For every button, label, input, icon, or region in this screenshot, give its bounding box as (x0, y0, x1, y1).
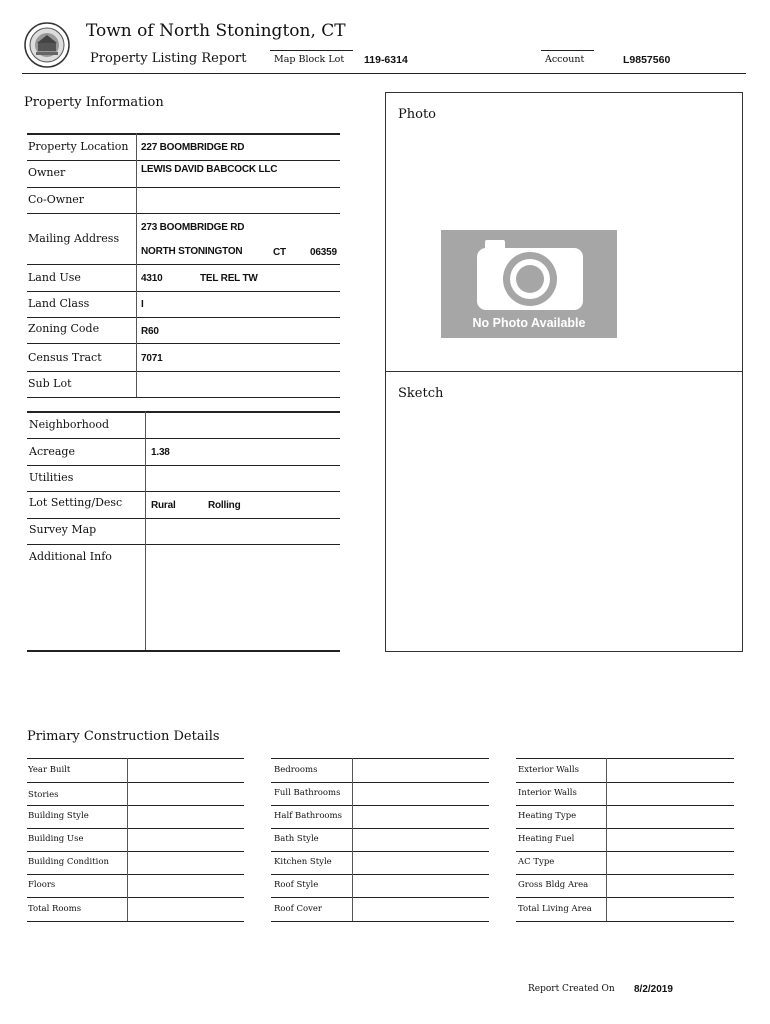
mailing-address-label: Mailing Address (28, 232, 120, 245)
land-use-code: 4310 (141, 273, 163, 284)
row-line (27, 343, 340, 344)
utilities-label: Utilities (29, 471, 74, 484)
header-divider (22, 73, 746, 74)
bath-style-label: Bath Style (274, 834, 319, 844)
floors-label: Floors (28, 880, 56, 890)
zoning-code-value: R60 (141, 326, 159, 337)
town-title: Town of North Stonington, CT (86, 21, 346, 41)
row-line (27, 133, 340, 135)
column-divider (352, 758, 353, 921)
building-use-label: Building Use (28, 834, 84, 844)
acreage-value: 1.38 (151, 447, 170, 458)
lot-setting-value: Rural (151, 500, 176, 511)
row-line (27, 650, 340, 652)
column-divider (127, 758, 128, 921)
row-line (27, 782, 244, 783)
sketch-heading: Sketch (398, 386, 444, 401)
owner-value: LEWIS DAVID BABCOCK LLC (141, 164, 278, 175)
row-line (271, 897, 489, 898)
gross-bldg-area-label: Gross Bldg Area (518, 880, 589, 890)
row-line (27, 828, 244, 829)
building-condition-label: Building Condition (28, 857, 109, 867)
row-line (271, 874, 489, 875)
row-line (516, 851, 734, 852)
mailing-address-state: CT (273, 247, 286, 258)
no-photo-placeholder (441, 230, 617, 338)
land-class-value: I (141, 299, 144, 310)
mailing-address-zip: 06359 (310, 247, 337, 258)
column-divider (145, 411, 146, 650)
property-location-label: Property Location (28, 140, 129, 153)
account-overline (541, 50, 594, 51)
account-label: Account (545, 54, 585, 65)
row-line (271, 828, 489, 829)
mailing-address-city: NORTH STONINGTON (141, 246, 243, 257)
row-line (27, 758, 244, 759)
land-use-label: Land Use (28, 271, 81, 284)
ac-type-label: AC Type (518, 857, 555, 867)
row-line (516, 828, 734, 829)
kitchen-style-label: Kitchen Style (274, 857, 332, 867)
column-divider (136, 133, 137, 397)
row-line (27, 213, 340, 214)
co-owner-label: Co-Owner (28, 193, 85, 206)
property-information-heading: Property Information (24, 95, 164, 110)
census-tract-value: 7071 (141, 353, 163, 364)
row-line (27, 518, 340, 519)
row-line (27, 317, 340, 318)
exterior-walls-label: Exterior Walls (518, 765, 579, 775)
zoning-code-label: Zoning Code (28, 322, 100, 335)
row-line (271, 851, 489, 852)
report-created-date: 8/2/2019 (634, 984, 673, 995)
row-line (27, 438, 340, 439)
row-line (27, 491, 340, 492)
row-line (27, 160, 340, 161)
row-line (27, 371, 340, 372)
year-built-label: Year Built (28, 765, 71, 775)
survey-map-label: Survey Map (29, 523, 97, 536)
row-line (271, 758, 489, 759)
construction-heading: Primary Construction Details (27, 729, 220, 744)
lot-description-value: Rolling (208, 500, 241, 511)
row-line (271, 921, 489, 922)
row-line (27, 291, 340, 292)
building-style-label: Building Style (28, 811, 89, 821)
row-line (271, 805, 489, 806)
interior-walls-label: Interior Walls (518, 788, 577, 798)
roof-cover-label: Roof Cover (274, 904, 322, 914)
full-bathrooms-label: Full Bathrooms (274, 788, 341, 798)
property-location-value: 227 BOOMBRIDGE RD (141, 142, 245, 153)
row-line (27, 921, 244, 922)
row-line (27, 874, 244, 875)
bedrooms-label: Bedrooms (274, 765, 318, 775)
photo-sketch-divider (385, 371, 743, 372)
row-line (516, 805, 734, 806)
sub-lot-label: Sub Lot (28, 377, 72, 390)
no-photo-text: No Photo Available (472, 316, 586, 330)
row-line (27, 851, 244, 852)
mbl-overline (270, 50, 353, 51)
row-line (271, 782, 489, 783)
row-line (516, 897, 734, 898)
half-bathrooms-label: Half Bathrooms (274, 811, 342, 821)
row-line (27, 397, 340, 398)
row-line (516, 921, 734, 922)
lot-setting-label: Lot Setting/Desc (29, 496, 123, 509)
row-line (27, 411, 340, 413)
row-line (27, 544, 340, 545)
heating-fuel-label: Heating Fuel (518, 834, 575, 844)
total-rooms-label: Total Rooms (28, 904, 82, 914)
acreage-label: Acreage (29, 445, 75, 458)
land-class-label: Land Class (28, 297, 90, 310)
owner-label: Owner (28, 166, 66, 179)
row-line (27, 187, 340, 188)
row-line (27, 264, 340, 265)
account-value: L9857560 (623, 54, 671, 66)
mailing-address-line1: 273 BOOMBRIDGE RD (141, 222, 245, 233)
stories-label: Stories (28, 790, 59, 800)
report-created-label: Report Created On (528, 984, 615, 994)
row-line (516, 874, 734, 875)
row-line (27, 897, 244, 898)
heating-type-label: Heating Type (518, 811, 577, 821)
row-line (516, 758, 734, 759)
photo-sketch-panel (385, 92, 743, 652)
row-line (516, 782, 734, 783)
report-title: Property Listing Report (90, 51, 247, 66)
total-living-area-label: Total Living Area (518, 904, 592, 914)
land-use-description: TEL REL TW (200, 273, 258, 284)
map-block-lot-value: 119-6314 (364, 54, 408, 66)
row-line (27, 805, 244, 806)
roof-style-label: Roof Style (274, 880, 319, 890)
town-seal-icon (24, 22, 70, 68)
census-tract-label: Census Tract (28, 351, 102, 364)
additional-info-label: Additional Info (29, 550, 112, 563)
neighborhood-label: Neighborhood (29, 418, 110, 431)
map-block-lot-label: Map Block Lot (274, 54, 345, 65)
photo-heading: Photo (398, 107, 436, 122)
row-line (27, 465, 340, 466)
column-divider (606, 758, 607, 921)
